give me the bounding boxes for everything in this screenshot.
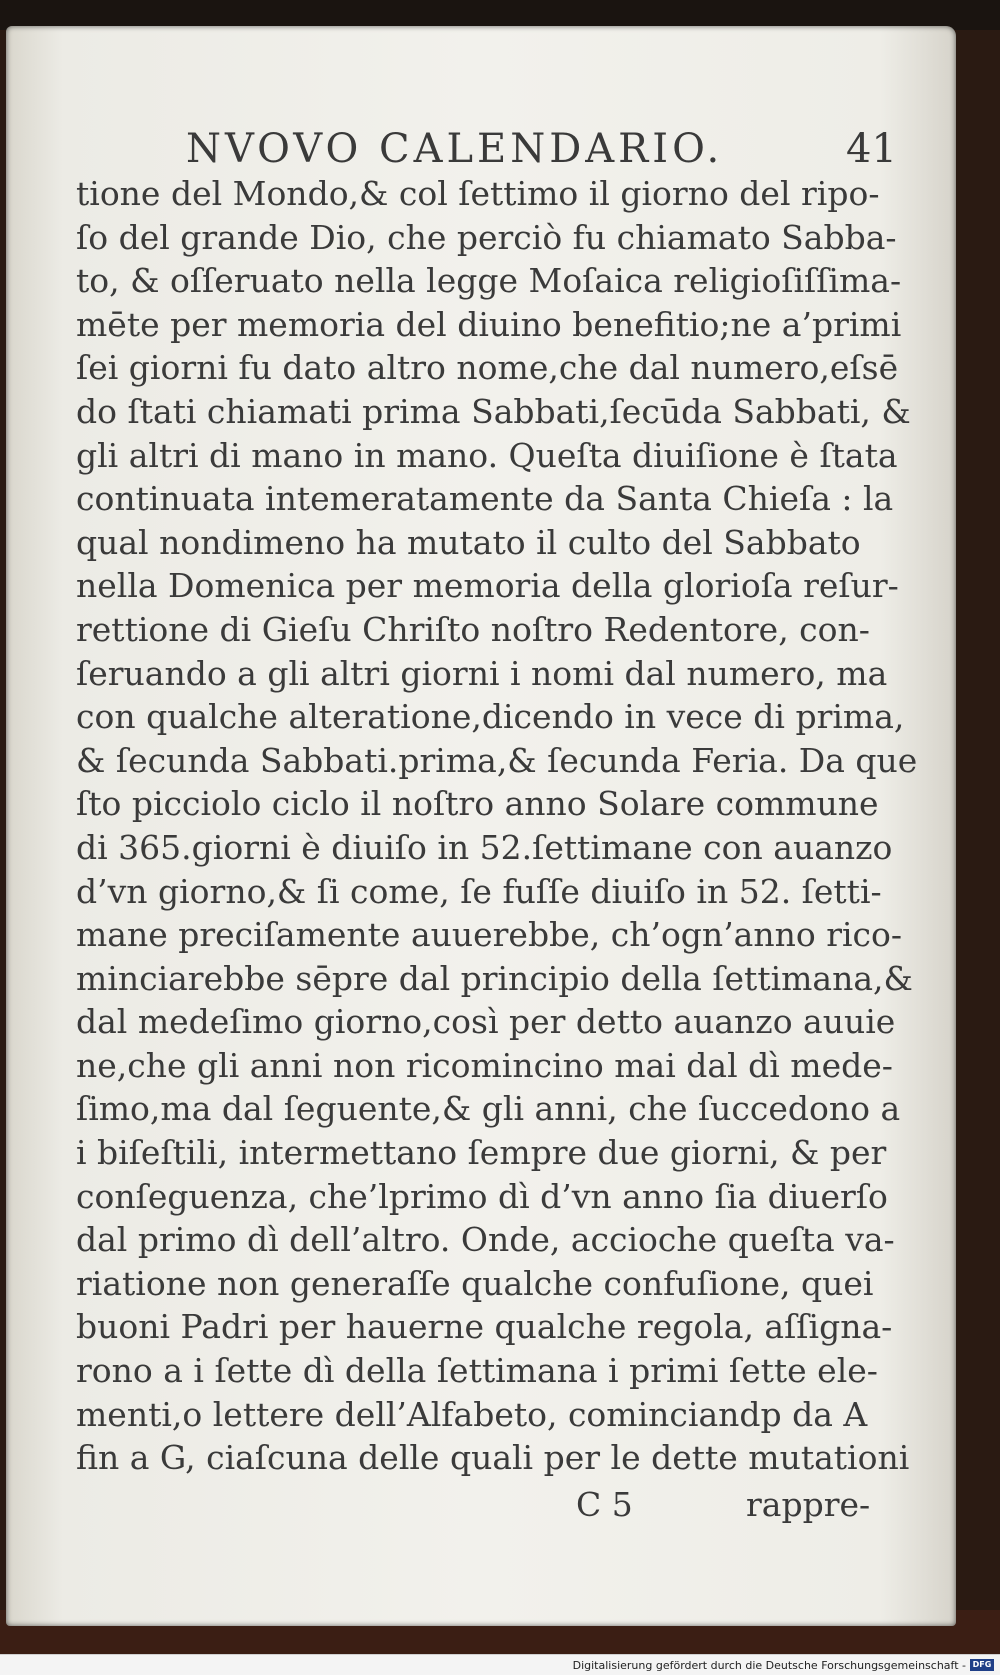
catchword: rappre- bbox=[746, 1485, 871, 1524]
signature-mark: C 5 bbox=[576, 1485, 633, 1524]
text-line: continuata intemeratamente da Santa Chieſa : la bbox=[76, 479, 894, 519]
text-line: dal medeſimo giorno,così per detto auanzo auuie bbox=[76, 1002, 896, 1042]
text-line: ſei giorni fu dato altro nome,che dal numero,eſsē bbox=[76, 348, 899, 388]
text-line: gli altri di mano in mano. Queſta diuiſione è ſtata bbox=[76, 435, 898, 475]
dfg-logo-icon: DFG bbox=[970, 1659, 994, 1671]
text-line: tione del Mondo,& col ſettimo il giorno del ripo- bbox=[76, 174, 880, 213]
text-line: dal primo dì dell’altro. Onde, accioche queſta va- bbox=[76, 1220, 895, 1260]
text-line: to, & oſſeruato nella legge Moſaica religioſiſſima- bbox=[76, 261, 902, 301]
running-header bbox=[186, 124, 897, 174]
text-line: buoni Padri per hauerne qualche regola, aſſigna- bbox=[76, 1307, 893, 1347]
text-line: menti,o lettere dell’Alfabeto, cominciandp da A bbox=[76, 1394, 868, 1434]
text-line: do ſtati chiamati prima Sabbati,ſecūda Sabbati, & bbox=[76, 391, 911, 431]
page-footer bbox=[76, 1480, 896, 1530]
digitization-credit-bar bbox=[0, 1654, 1000, 1675]
credit-text: Digitalisierung gefördert durch die Deutsche Forschungsgemeinschaft - bbox=[572, 1659, 966, 1672]
running-title: NVOVO CALENDARIO. bbox=[186, 126, 724, 172]
text-line: rono a i ſette dì della ſettimana i primi ſette ele- bbox=[76, 1351, 878, 1391]
text-line: mēte per memoria del diuino benefitio;ne a’primi bbox=[76, 304, 902, 344]
text-line: ſto picciolo ciclo il noſtro anno Solare commune bbox=[76, 784, 879, 824]
page-body bbox=[76, 172, 918, 1480]
text-line: di 365.giorni è diuiſo in 52.ſettimane con auanzo bbox=[76, 827, 893, 867]
text-line: ſo del grande Dio, che perciò fu chiamato Sabba- bbox=[76, 217, 897, 257]
text-line: ſimo,ma dal ſeguente,& gli anni, che ſuccedono a bbox=[76, 1089, 901, 1129]
text-line: & ſecunda Sabbati.prima,& ſecunda Feria. Da que bbox=[76, 740, 918, 780]
text-line: mane preciſamente auuerebbe, ch’ogn’anno rico- bbox=[76, 915, 903, 955]
text-line: con qualche alteratione,dicendo in vece di prima, bbox=[76, 697, 905, 737]
text-line: minciarebbe sēpre dal principio della ſettimana,& bbox=[76, 958, 913, 998]
page-number: 41 bbox=[846, 126, 897, 172]
text-line: rettione di Gieſu Chriſto noſtro Redentore, con- bbox=[76, 609, 870, 649]
text-line: ſeruando a gli altri giorni i nomi dal numero, ma bbox=[76, 653, 888, 693]
text-line: conſeguenza, che’lprimo dì d’vn anno ſia diuerſo bbox=[76, 1176, 888, 1216]
text-line: ne,che gli anni non ricomincino mai dal dì mede- bbox=[76, 1045, 893, 1085]
text-line: i biſeſtili, intermettano ſempre due giorni, & per bbox=[76, 1133, 887, 1173]
text-line: nella Domenica per memoria della glorioſa reſur- bbox=[76, 566, 899, 606]
text-line: qual nondimeno ha mutato il culto del Sabbato bbox=[76, 522, 861, 562]
text-line: riatione non generaſſe qualche confuſione, quei bbox=[76, 1263, 874, 1303]
text-line: fin a G, ciaſcuna delle quali per le dette mutationi bbox=[76, 1438, 910, 1478]
text-line: d’vn giorno,& ſi come, ſe fuſſe diuiſo in 52. ſetti- bbox=[76, 871, 882, 911]
